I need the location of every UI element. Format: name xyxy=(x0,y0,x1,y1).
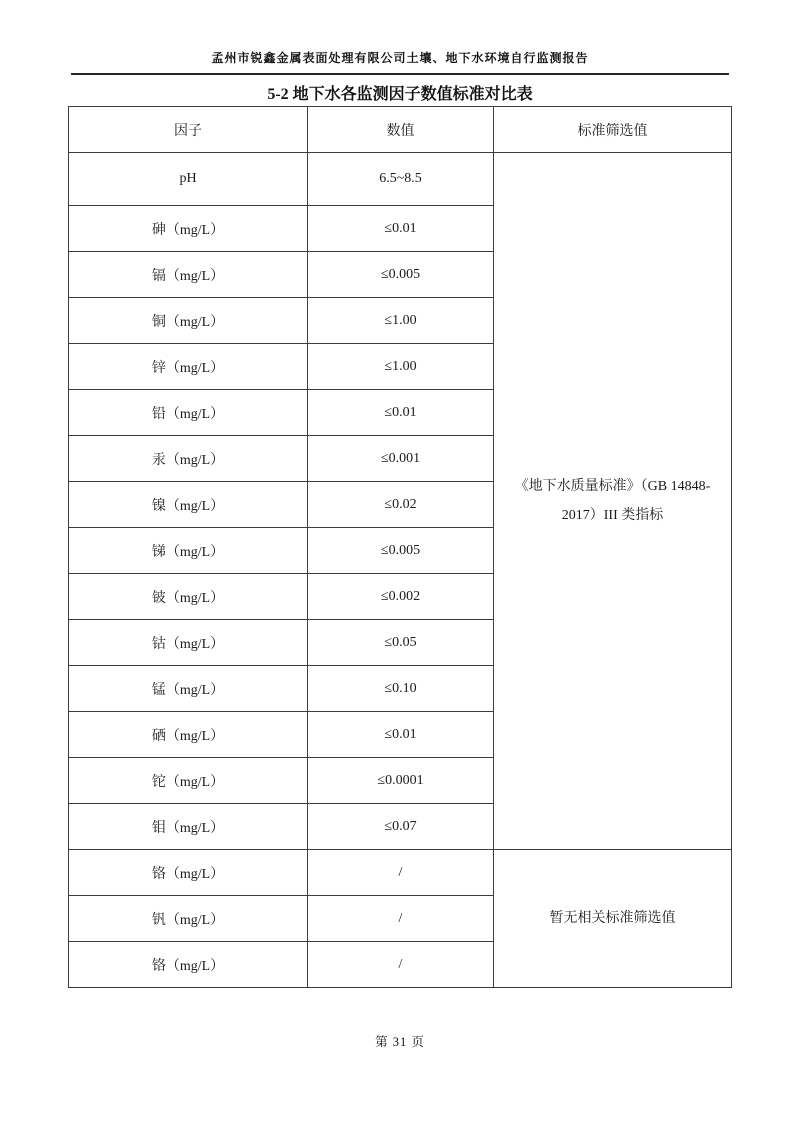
table-row xyxy=(69,850,732,896)
factor-cell: 铬（mg/L） xyxy=(69,850,308,896)
report-header-title: 孟州市锐鑫金属表面处理有限公司土壤、地下水环境自行监测报告 xyxy=(211,51,589,65)
value-cell: ≤0.0001 xyxy=(308,758,494,804)
factor-cell: 砷（mg/L） xyxy=(69,206,308,252)
value-cell: ≤0.001 xyxy=(308,436,494,482)
factor-cell: 镍（mg/L） xyxy=(69,482,308,528)
value-cell: ≤0.01 xyxy=(308,712,494,758)
value-cell: ≤0.10 xyxy=(308,666,494,712)
value-cell: ≤0.05 xyxy=(308,620,494,666)
page-number-footer: 第 31 页 xyxy=(375,1035,425,1049)
factor-cell: 铊（mg/L） xyxy=(69,758,308,804)
standard-text: 《地下水质量标准》（GB 14848-2017）III 类指标 xyxy=(514,478,711,523)
value-cell: ≤0.02 xyxy=(308,482,494,528)
value-cell: ≤0.01 xyxy=(308,390,494,436)
factor-cell: 锌（mg/L） xyxy=(69,344,308,390)
factor-cell: 汞（mg/L） xyxy=(69,436,308,482)
value-cell: ≤0.002 xyxy=(308,574,494,620)
value-cell: ≤1.00 xyxy=(308,298,494,344)
value-cell: / xyxy=(308,942,494,988)
table-title: 5-2 地下水各监测因子数值标准对比表 xyxy=(267,86,533,103)
value-cell: / xyxy=(308,896,494,942)
factor-cell: 镉（mg/L） xyxy=(69,252,308,298)
factor-cell: 锑（mg/L） xyxy=(69,528,308,574)
value-cell: ≤0.01 xyxy=(308,206,494,252)
factor-cell: 铜（mg/L） xyxy=(69,298,308,344)
column-header-standard: 标准筛选值 xyxy=(494,107,732,153)
factor-cell: 硒（mg/L） xyxy=(69,712,308,758)
factor-cell: 锰（mg/L） xyxy=(69,666,308,712)
factor-cell: pH xyxy=(69,153,308,206)
table-header-row xyxy=(69,107,732,153)
standard-text: 暂无相关标准筛选值 xyxy=(549,910,676,926)
factor-cell: 铅（mg/L） xyxy=(69,390,308,436)
standard-cell xyxy=(494,850,732,988)
monitoring-factor-table xyxy=(68,106,732,988)
standard-cell xyxy=(494,153,732,850)
value-cell: / xyxy=(308,850,494,896)
value-cell: ≤0.005 xyxy=(308,252,494,298)
column-header-factor: 因子 xyxy=(69,107,308,153)
factor-cell: 铬（mg/L） xyxy=(69,942,308,988)
value-cell: 6.5~8.5 xyxy=(308,153,494,206)
table-row xyxy=(69,153,732,206)
value-cell: ≤0.005 xyxy=(308,528,494,574)
factor-cell: 钼（mg/L） xyxy=(69,804,308,850)
value-cell: ≤0.07 xyxy=(308,804,494,850)
header-rule xyxy=(71,73,729,75)
value-cell: ≤1.00 xyxy=(308,344,494,390)
factor-cell: 钒（mg/L） xyxy=(69,896,308,942)
factor-cell: 钴（mg/L） xyxy=(69,620,308,666)
column-header-value: 数值 xyxy=(308,107,494,153)
factor-cell: 铍（mg/L） xyxy=(69,574,308,620)
